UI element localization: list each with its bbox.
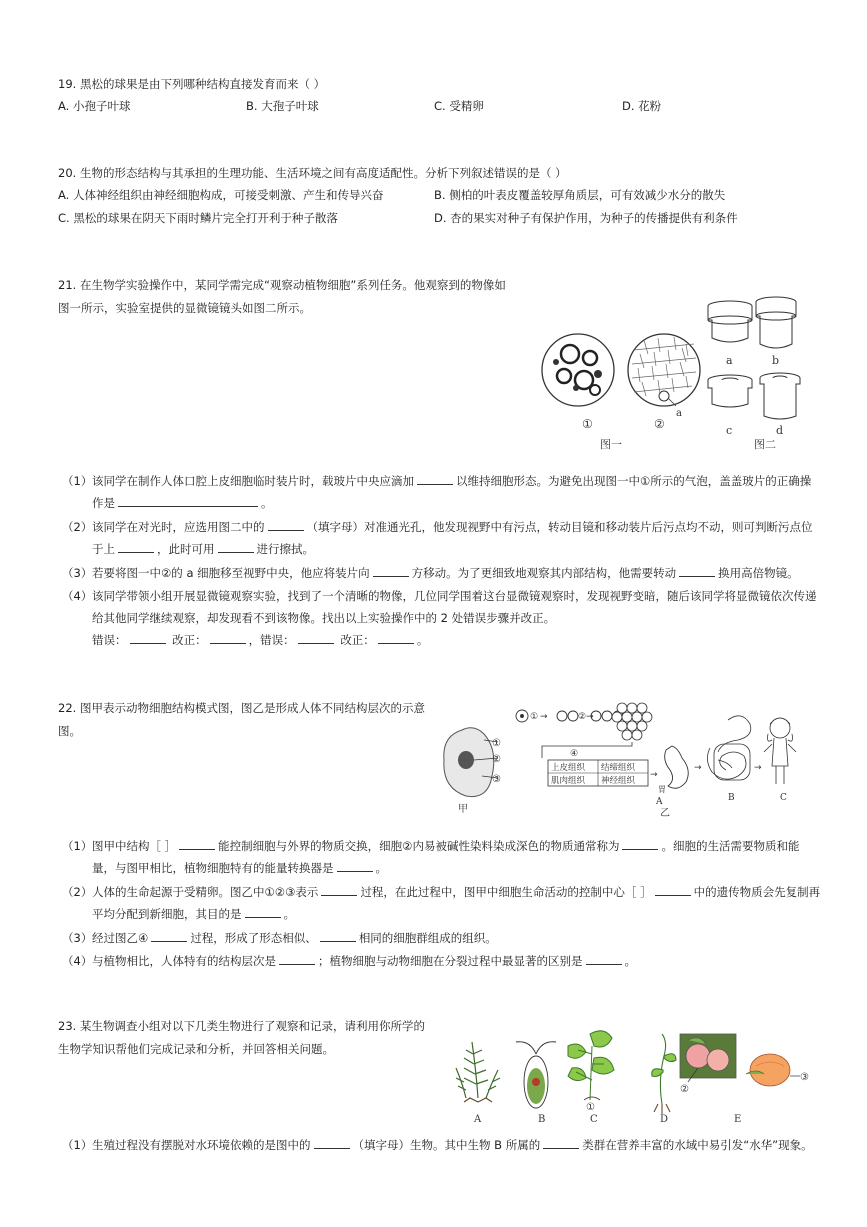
q21-marker-1: ① bbox=[582, 417, 593, 431]
digestive-system bbox=[707, 716, 750, 780]
q23-label-e: E bbox=[734, 1114, 742, 1125]
q21-part-1: （1） 该同学在制作人体口腔上皮细胞临时装片时，载玻片中央应滴加 以维持细胞形态。为避免出现图一中①所示的气泡，盖盖玻片的正确操作是 。 bbox=[62, 474, 812, 510]
objective-c bbox=[708, 375, 752, 407]
answer-blank[interactable] bbox=[279, 952, 315, 965]
q21-fig2-label: 图二 bbox=[754, 438, 776, 451]
tissue-muscle: 肌肉组织 bbox=[551, 776, 586, 786]
answer-blank[interactable] bbox=[655, 883, 691, 896]
answer-blank[interactable] bbox=[320, 929, 356, 942]
q20-option-b: B. 侧柏的叶表皮覆盖较厚角质层，可有效减少水分的散失 bbox=[434, 188, 726, 202]
q21-point-a: a bbox=[676, 408, 682, 419]
answer-blank[interactable] bbox=[314, 1136, 350, 1149]
answer-blank[interactable] bbox=[218, 540, 254, 553]
q22-stem-line1: 22. 图甲表示动物细胞结构模式图，图乙是形成人体不同结构层次的示意 bbox=[58, 701, 425, 715]
cell-structure-figure bbox=[432, 700, 824, 818]
q22-label-b: B bbox=[728, 793, 735, 803]
q19-stem: 19. 黑松的球果是由下列哪种结构直接发育而来（ ） bbox=[58, 77, 326, 91]
organisms-figure bbox=[444, 1020, 820, 1128]
q21-lens-c-label: c bbox=[726, 424, 733, 437]
human-figure bbox=[764, 718, 796, 784]
q22-marker-4: ④ bbox=[570, 749, 579, 759]
answer-blank[interactable] bbox=[373, 564, 409, 577]
answer-blank[interactable] bbox=[118, 494, 258, 507]
answer-blank[interactable] bbox=[417, 472, 453, 485]
answer-blank[interactable] bbox=[268, 518, 304, 531]
q21-part-3: （3） 若要将图一中②的 a 细胞移至视野中央，他应将装片向 方移动。为了更细致地观察其内部结构，他需要转动 换用高倍物镜。 bbox=[62, 566, 799, 580]
answer-blank[interactable] bbox=[298, 631, 334, 644]
field-of-view-2 bbox=[628, 334, 700, 406]
q19-option-b: B. 大孢子叶球 bbox=[246, 99, 319, 113]
q22-division-marker-1: ① bbox=[530, 712, 539, 722]
animal-cell-diagram bbox=[444, 728, 498, 797]
eyepiece-a bbox=[708, 301, 752, 342]
q22-jia-label: 甲 bbox=[458, 804, 468, 815]
q23-label-c: C bbox=[590, 1114, 598, 1125]
q22-part-2: （2） 人体的生命起源于受精卵。图乙中①②③表示 过程，在此过程中，图甲中细胞生命活动的控制中心［ ］ 中的遗传物质会先复制再平均分配到新细胞，其目的是 。 bbox=[62, 885, 821, 921]
answer-blank[interactable] bbox=[151, 929, 187, 942]
q22-marker-1: ① bbox=[492, 738, 501, 749]
peach-fruit bbox=[746, 1054, 790, 1086]
tissue-connective: 结缔组织 bbox=[601, 763, 636, 773]
q22-stomach-label: 胃 bbox=[658, 785, 666, 794]
q23-part-1: （1） 生殖过程没有摆脱对水环境依赖的是图中的 （填字母）生物。其中生物 B 所属的 类群在营养丰富的水域中易引发“水华”现象。 bbox=[62, 1138, 813, 1152]
q21-stem-line2: 图一所示，实验室提供的显微镜镜头如图二所示。 bbox=[58, 301, 311, 315]
eyepiece-b bbox=[756, 297, 796, 348]
answer-blank[interactable] bbox=[210, 631, 246, 644]
stomach-organ bbox=[665, 746, 689, 788]
cell-cluster bbox=[612, 703, 652, 740]
q23-marker-1: ① bbox=[586, 1102, 595, 1113]
svg-text:→: → bbox=[650, 770, 658, 780]
q21-part-2: （2） 该同学在对光时，应选用图二中的 （填字母）对准通光孔，他发现视野中有污点，转动目镜和移动装片后污点均不动，则可判断污点位于上 ，此时可用 进行擦拭。 bbox=[62, 520, 813, 556]
ginkgo-organism bbox=[568, 1031, 614, 1100]
answer-blank[interactable] bbox=[622, 837, 658, 850]
q21-stem-line1: 21. 在生物学实验操作中，某同学需完成“观察动植物细胞”系列任务。他观察到的物像如 bbox=[58, 278, 506, 292]
q19-option-c: C. 受精卵 bbox=[434, 99, 484, 113]
svg-text:→: → bbox=[754, 763, 762, 773]
svg-text:→: → bbox=[540, 712, 548, 722]
q23-label-a: A bbox=[474, 1114, 482, 1125]
q22-stem-line2: 图。 bbox=[58, 724, 81, 738]
tissue-nerve: 神经组织 bbox=[601, 776, 636, 786]
q23-figure bbox=[444, 1020, 820, 1128]
q22-label-c: C bbox=[780, 793, 787, 803]
q22-marker-2: ② bbox=[492, 754, 501, 765]
svg-text:→: → bbox=[694, 763, 702, 773]
q22-yi-label: 乙 bbox=[660, 808, 670, 818]
answer-blank[interactable] bbox=[245, 905, 281, 918]
q20-stem: 20. 生物的形态结构与其承担的生理功能、生活环境之间有高度适配性。分析下列叙述错误的是（ ） bbox=[58, 166, 567, 180]
answer-blank[interactable] bbox=[179, 837, 215, 850]
fern-organism bbox=[456, 1042, 500, 1102]
objective-d bbox=[760, 373, 800, 419]
answer-blank[interactable] bbox=[378, 631, 414, 644]
q22-part-3: （3） 经过图乙④ 过程，形成了形态相似、 相同的细胞群组成的组织。 bbox=[62, 931, 497, 945]
q21-lens-d-label: d bbox=[776, 424, 784, 437]
q22-part-1: （1） 图甲中结构［ ］ 能控制细胞与外界的物质交换，细胞②内易被碱性染料染成深色的物质通常称为 。细胞的生活需要物质和能量，与图甲相比，植物细胞特有的能量转换器是 。 bbox=[62, 839, 800, 875]
q22-figure bbox=[432, 700, 824, 818]
peach-branch bbox=[680, 1034, 736, 1078]
answer-blank[interactable] bbox=[337, 859, 373, 872]
svg-text:→: → bbox=[586, 712, 594, 722]
q21-part-4: （4） 该同学带领小组开展显微镜观察实验，找到了一个清晰的物像，几位同学围着这台显微镜观察时，发现视野变暗，随后该同学将显微镜依次传递给其他同学继续观察，却发现看不到该物像。找出以上实验操作中的 2 处错误步骤并改正。 错误： 改正： ，错误： 改正： 。 bbox=[62, 589, 817, 647]
q23-marker-3: ③ bbox=[800, 1072, 809, 1083]
q23-stem-line1: 23. 某生物调查小组对以下几类生物进行了观察和记录，请利用你所学的 bbox=[58, 1019, 425, 1033]
q23-label-d: D bbox=[660, 1114, 669, 1125]
q22-part-4: （4） 与植物相比，人体特有的结构层次是 ；植物细胞与动物细胞在分裂过程中最显著的区别是 。 bbox=[62, 954, 636, 968]
answer-blank[interactable] bbox=[586, 952, 622, 965]
q23-stem-line2: 生物学知识帮他们完成记录和分析，并回答相关问题。 bbox=[58, 1042, 334, 1056]
q23-marker-2: ② bbox=[680, 1084, 689, 1095]
q20-option-c: C. 黑松的球果在阴天下雨时鳞片完全打开利于种子散落 bbox=[58, 211, 338, 225]
q19-option-d: D. 花粉 bbox=[622, 99, 662, 113]
microscope-figure bbox=[540, 292, 820, 458]
q22-label-a: A bbox=[656, 797, 663, 807]
answer-blank[interactable] bbox=[118, 540, 154, 553]
q21-lens-b-label: b bbox=[772, 354, 780, 367]
q22-marker-3: ③ bbox=[492, 774, 501, 785]
q22-division-marker-2: ② bbox=[578, 712, 587, 722]
q19-option-a: A. 小孢子叶球 bbox=[58, 99, 131, 113]
answer-blank[interactable] bbox=[130, 631, 166, 644]
answer-blank[interactable] bbox=[543, 1136, 579, 1149]
q23-label-b: B bbox=[538, 1114, 546, 1125]
q21-fig1-label: 图一 bbox=[600, 438, 622, 451]
tissue-epithelial: 上皮组织 bbox=[551, 763, 586, 773]
chlamydomonas-organism bbox=[516, 1042, 556, 1108]
field-of-view-1 bbox=[542, 334, 614, 406]
q20-option-a: A. 人体神经组织由神经细胞构成，可接受刺激、产生和传导兴奋 bbox=[58, 188, 384, 202]
answer-blank[interactable] bbox=[679, 564, 715, 577]
q21-marker-2: ② bbox=[654, 417, 665, 431]
q21-lens-a-label: a bbox=[726, 354, 733, 367]
seedling-organism bbox=[652, 1034, 676, 1114]
q20-option-d: D. 杏的果实对种子有保护作用，为种子的传播提供有利条件 bbox=[434, 211, 738, 225]
q21-figure bbox=[540, 292, 820, 458]
answer-blank[interactable] bbox=[321, 883, 357, 896]
